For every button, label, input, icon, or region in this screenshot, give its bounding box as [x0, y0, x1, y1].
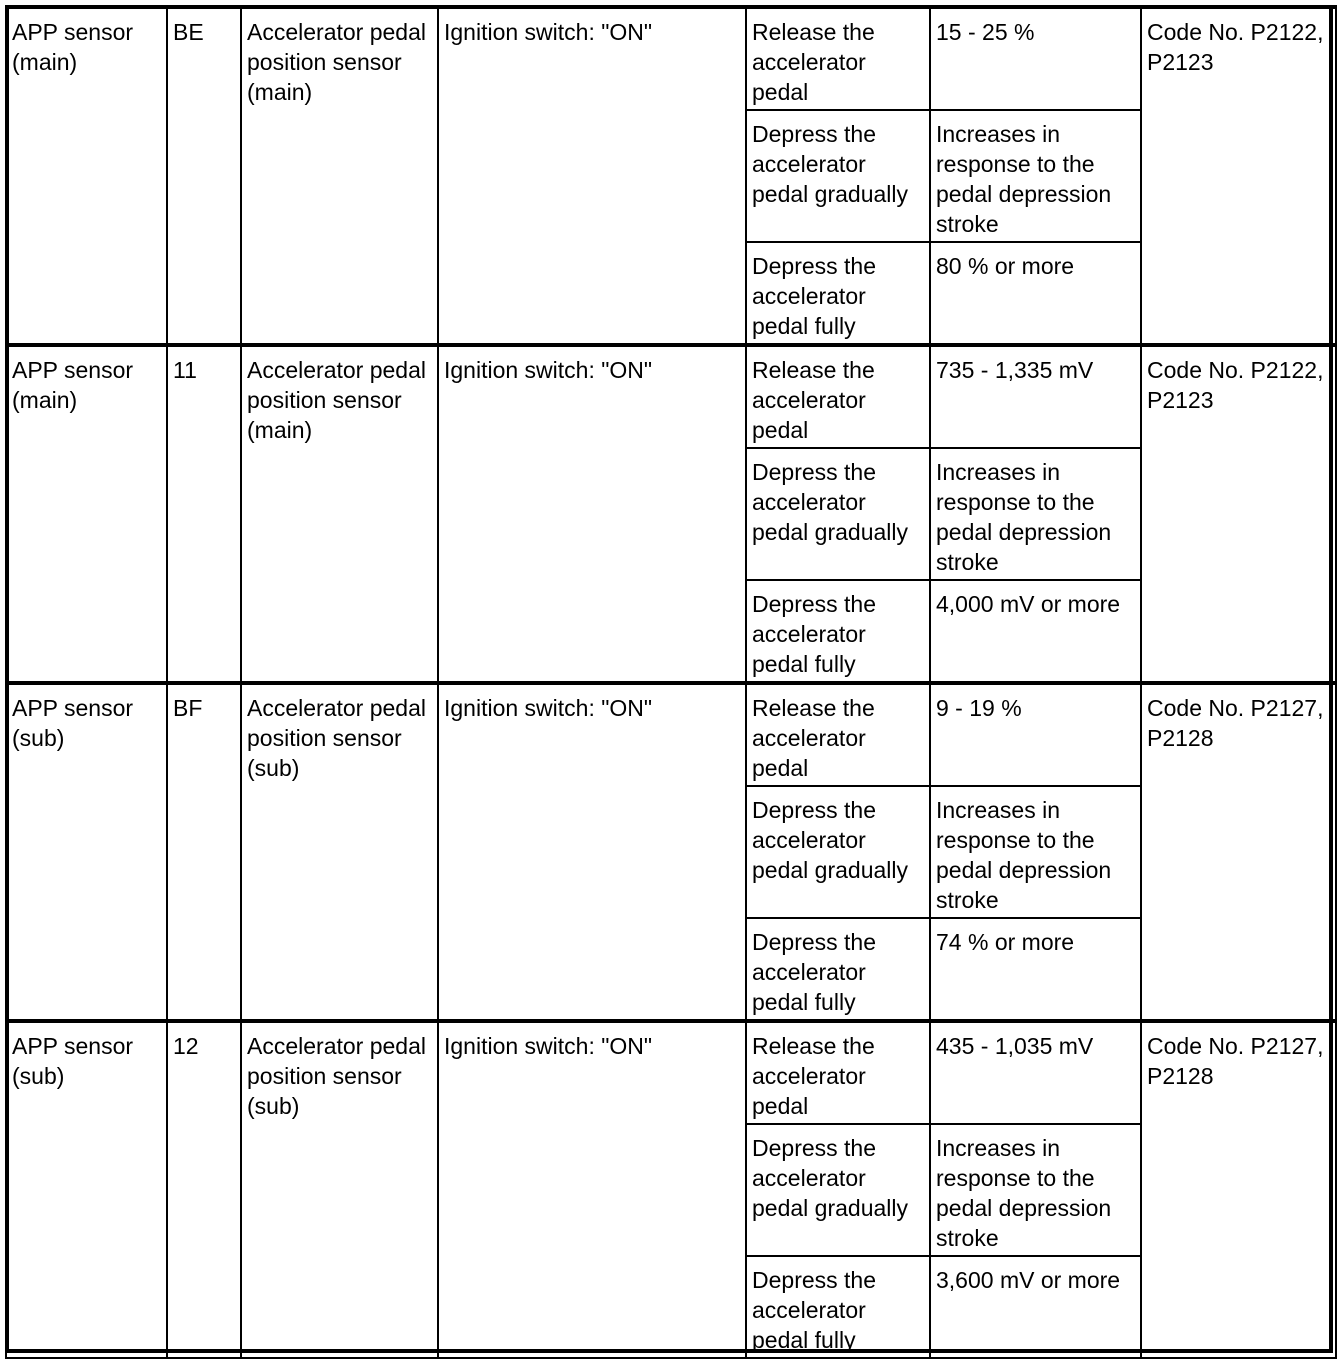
terminal-cell: [167, 683, 241, 1021]
state-action: Depress the accelerator pedal gradually: [752, 797, 909, 883]
terminal-cell: [167, 1021, 241, 1358]
table-row: [6, 345, 1336, 448]
state-action: Release the accelerator pedal: [752, 1033, 875, 1119]
condition: Ignition switch: "ON": [444, 695, 653, 721]
state-action-cell: [746, 918, 930, 1021]
state-value-cell: [930, 448, 1141, 580]
state-action: Depress the accelerator pedal gradually: [752, 459, 909, 545]
reference-cell: [1141, 683, 1336, 1021]
terminal-cell: [167, 345, 241, 683]
state-action-cell: [746, 345, 930, 448]
state-action: Depress the accelerator pedal fully: [752, 929, 877, 1015]
monitor-item: APP sensor (sub): [12, 695, 134, 751]
state-action-cell: [746, 242, 930, 345]
state-action: Release the accelerator pedal: [752, 357, 875, 443]
state-action-cell: [746, 110, 930, 242]
state-value: 735 - 1,335 mV: [936, 357, 1094, 383]
state-value-cell: [930, 580, 1141, 683]
description: Accelerator pedal position sensor (main): [247, 357, 426, 443]
condition: Ignition switch: "ON": [444, 1033, 653, 1059]
state-action: Depress the accelerator pedal gradually: [752, 121, 909, 207]
condition: Ignition switch: "ON": [444, 357, 653, 383]
state-action-cell: [746, 683, 930, 786]
state-value-cell: [930, 683, 1141, 786]
state-value: Increases in response to the pedal depression stroke: [936, 121, 1112, 237]
state-value: 80 % or more: [936, 253, 1075, 279]
monitor-item: APP sensor (main): [12, 19, 134, 75]
table-row: [6, 1021, 1336, 1124]
description-cell: [241, 1021, 438, 1358]
state-value-cell: [930, 1021, 1141, 1124]
description-cell: [241, 683, 438, 1021]
reference: Code No. P2127, P2128: [1147, 1033, 1324, 1089]
state-value: 74 % or more: [936, 929, 1075, 955]
terminal: 11: [173, 357, 197, 383]
state-action-cell: [746, 1021, 930, 1124]
terminal: BE: [173, 19, 204, 45]
state-value-cell: [930, 242, 1141, 345]
state-action: Depress the accelerator pedal fully: [752, 591, 877, 677]
state-value-cell: [930, 786, 1141, 918]
state-action: Release the accelerator pedal: [752, 695, 875, 781]
state-action-cell: [746, 580, 930, 683]
state-value: Increases in response to the pedal depression stroke: [936, 459, 1112, 575]
state-action: Depress the accelerator pedal gradually: [752, 1135, 909, 1221]
reference: Code No. P2127, P2128: [1147, 695, 1324, 751]
reference-cell: [1141, 1021, 1336, 1358]
description: Accelerator pedal position sensor (main): [247, 19, 426, 105]
table-row: [6, 683, 1336, 786]
state-value-cell: [930, 110, 1141, 242]
state-value-cell: [930, 345, 1141, 448]
condition: Ignition switch: "ON": [444, 19, 653, 45]
condition-cell: [438, 683, 746, 1021]
description: Accelerator pedal position sensor (sub): [247, 695, 426, 781]
state-action-cell: [746, 7, 930, 110]
monitor-item-cell: [6, 683, 167, 1021]
reference: Code No. P2122, P2123: [1147, 19, 1324, 75]
state-action: Depress the accelerator pedal fully: [752, 253, 877, 339]
condition-cell: [438, 345, 746, 683]
monitor-item: APP sensor (sub): [12, 1033, 134, 1089]
state-value: Increases in response to the pedal depression stroke: [936, 797, 1112, 913]
state-action: Release the accelerator pedal: [752, 19, 875, 105]
reference-cell: [1141, 345, 1336, 683]
state-value-cell: [930, 7, 1141, 110]
state-value: 4,000 mV or more: [936, 591, 1121, 617]
state-action: Depress the accelerator pedal fully: [752, 1267, 877, 1353]
state-value-cell: [930, 918, 1141, 1021]
monitor-item: APP sensor (main): [12, 357, 134, 413]
state-action-cell: [746, 786, 930, 918]
monitor-item-cell: [6, 1021, 167, 1358]
monitor-item-cell: [6, 345, 167, 683]
condition-cell: [438, 1021, 746, 1358]
monitor-item-cell: [6, 7, 167, 345]
description-cell: [241, 7, 438, 345]
state-action-cell: [746, 1124, 930, 1256]
state-value-cell: [930, 1124, 1141, 1256]
description: Accelerator pedal position sensor (sub): [247, 1033, 426, 1119]
terminal-cell: [167, 7, 241, 345]
app-sensor-spec-table: [5, 5, 1337, 1359]
state-action-cell: [746, 448, 930, 580]
state-value: 9 - 19 %: [936, 695, 1022, 721]
reference-cell: [1141, 7, 1336, 345]
state-value: 3,600 mV or more: [936, 1267, 1121, 1293]
state-value: Increases in response to the pedal depression stroke: [936, 1135, 1112, 1251]
terminal: 12: [173, 1033, 199, 1059]
state-value: 435 - 1,035 mV: [936, 1033, 1094, 1059]
terminal: BF: [173, 695, 203, 721]
reference: Code No. P2122, P2123: [1147, 357, 1324, 413]
description-cell: [241, 345, 438, 683]
condition-cell: [438, 7, 746, 345]
state-value: 15 - 25 %: [936, 19, 1035, 45]
state-value-cell: [930, 1256, 1141, 1358]
table-row: [6, 7, 1336, 110]
state-action-cell: [746, 1256, 930, 1358]
